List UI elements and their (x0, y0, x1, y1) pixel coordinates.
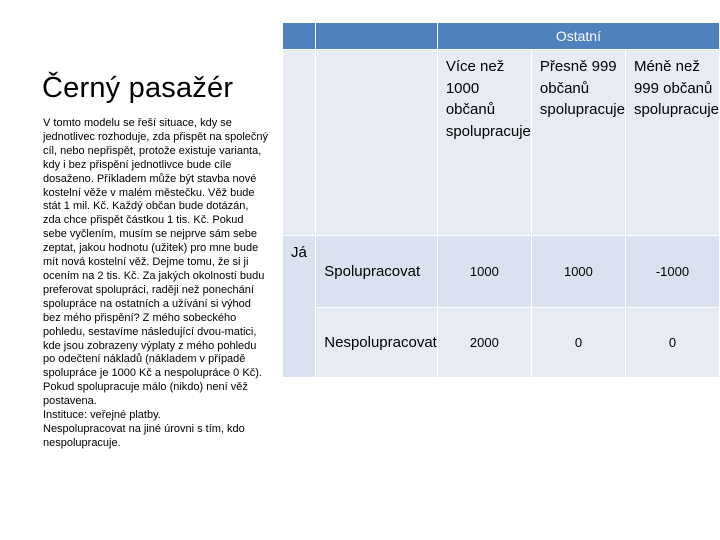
corner-cell-1 (283, 50, 315, 235)
corner-cell-2 (316, 50, 437, 235)
header-empty-1 (283, 23, 315, 49)
row-label-not-cooperate: Nespolupracovat (316, 308, 437, 377)
note-line: Pokud spolupracuje málo (nikdo) není věž postavena. (43, 381, 248, 408)
payoff-cell: 0 (626, 308, 719, 377)
payoff-cell: 1000 (438, 236, 531, 307)
body-text (43, 117, 269, 451)
strategy-line: Nespolupracovat na jiné úrovni s tím, kdo nespolupracuje. (43, 422, 245, 449)
page-title: Černý pasažér (42, 72, 234, 104)
description-paragraph: V tomto modelu se řeší situace, kdy se jednotlivec rozhoduje, zda přispět na společný cíl, nebo nepřispět, protože existuje varianta, kdy i bez přispění jednotlivce bude cíle dosaženo. Příkladem může být stavba nové kostelní věže v malém městečku. Věž bude stát 1 mil. Kč. Každý občan bude dotázán, zda chce přispět částkou 1 tis. Kč. Pokud sebe vyčlením, musím se nejprve sám sebe zeptat, jakou hodnotu (užitek) pro mne bude mít nová kostelní věž. Dejme tomu, že si ji ocením na 2 tis. Kč. Za jakých okolností budu preferovat spolupráci, raději než ponechání spolupráce na ostatních a užívání si výhod bez mého přispění? Z mého sobeckého pohledu, sestavíme následující dvou-matici, kde jsou zobrazeny výplaty z mého pohledu po odečtení nákladů (nákladem v případě spolupráce je 1000 Kč a nespolupráce 0 Kč). (43, 117, 269, 380)
payoff-cell: 2000 (438, 308, 531, 377)
column-header-exactly-999: Přesně 999 občanů spolupracuje (532, 50, 625, 235)
header-empty-2 (316, 23, 437, 49)
column-header-less-than-999: Méně než 999 občanů spolupracuje (626, 50, 719, 235)
payoff-cell: 1000 (532, 236, 625, 307)
row-label-cooperate: Spolupracovat (316, 236, 437, 307)
payoff-cell: -1000 (626, 236, 719, 307)
column-header-more-than-1000: Více než 1000 občanů spolupracuje (438, 50, 531, 235)
player-label: Já (283, 236, 315, 377)
payoff-matrix (282, 22, 720, 378)
others-header: Ostatní (438, 23, 719, 49)
institution-line: Instituce: veřejné platby. (43, 409, 161, 422)
payoff-cell: 0 (532, 308, 625, 377)
